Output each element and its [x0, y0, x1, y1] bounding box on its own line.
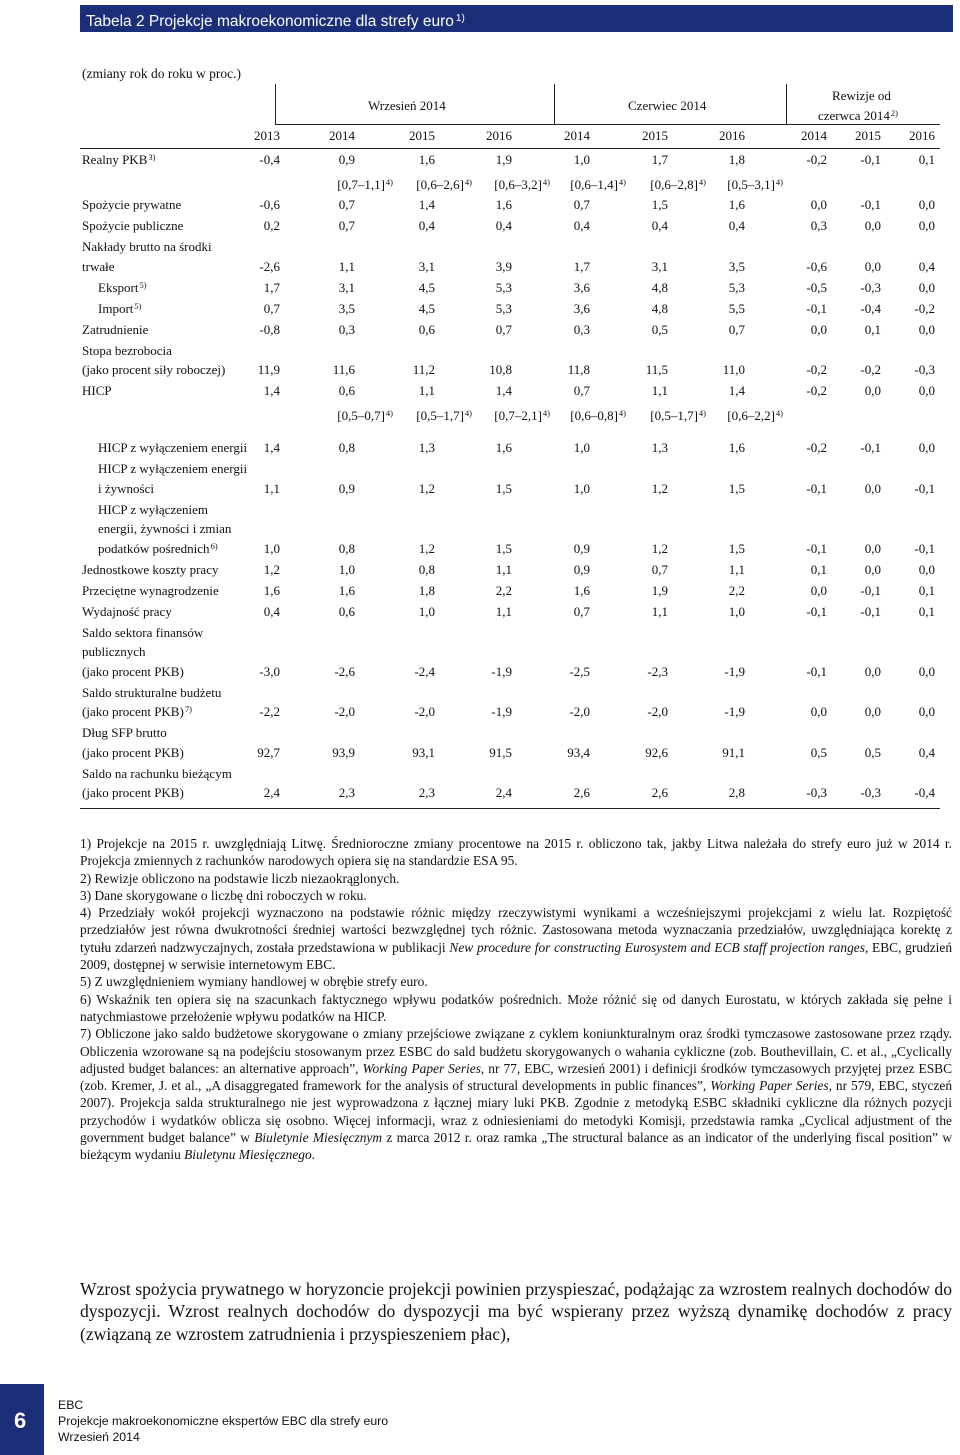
- table-cell: -2,0: [647, 704, 668, 719]
- table-cell: 1,3: [651, 440, 668, 455]
- group-separator: [786, 84, 787, 124]
- table-row: [80, 604, 940, 625]
- row-label: Saldo na rachunku bieżącym: [82, 765, 232, 781]
- table-cell: 1,1: [495, 561, 512, 577]
- table-cell: -0,2: [914, 300, 935, 316]
- table-cell: 0,1: [810, 561, 827, 577]
- table-cell: 1,0: [573, 152, 590, 167]
- table-row: [80, 440, 940, 461]
- table-cell: -0,1: [914, 480, 935, 496]
- table-cell: 0,4: [573, 218, 590, 233]
- table-cell: 0,1: [864, 321, 881, 337]
- table-cell: 0,7: [338, 197, 355, 212]
- table-cell: 0,4: [263, 603, 280, 619]
- table-cell: -1,9: [724, 663, 745, 679]
- row-label: HICP z wyłączeniem energii: [98, 461, 248, 476]
- row-label: energii, żywności i zmian: [98, 521, 232, 536]
- table-cell: 1,0: [573, 480, 590, 496]
- table-row: [80, 725, 940, 766]
- table-cell: 1,1: [418, 383, 435, 398]
- table-cell: 1,1: [495, 603, 512, 619]
- footnote: 6) Wskaźnik ten opiera się na szacunkach faktycznego wpływu podatków pośrednich. Może różnić się od danych Eurostatu, w których zakłada się pełne i natychmiastowe przełożenie wpływu podatków na HICP.: [80, 991, 952, 1024]
- table-cell: 1,4: [263, 383, 280, 398]
- table-row: [80, 685, 940, 726]
- table-cell: 0,0: [864, 663, 881, 679]
- range-cell: $[0,5-1,7]^{4)}$: [650, 408, 706, 423]
- table-cell: 0,0: [918, 561, 935, 577]
- table-cell: 0,0: [810, 582, 827, 598]
- table-cell: 1,2: [418, 480, 435, 496]
- table-row: [80, 197, 940, 218]
- row-label: (jako procent PKB): [82, 744, 184, 760]
- table-cell: 0,1: [918, 603, 935, 619]
- table-cell: 0,1: [918, 582, 935, 598]
- range-cell: $[0,7-1,1]^{4)}$: [337, 177, 393, 192]
- row-label: HICP z wyłączeniem: [98, 501, 208, 517]
- year-header: 2013: [254, 128, 280, 143]
- table-cell: 1,4: [263, 440, 280, 455]
- footnote: 2) Rewizje obliczono na podstawie liczb niezaokrąglonych.: [80, 870, 400, 886]
- table-cell: -2,5: [569, 663, 590, 679]
- table-cell: 4,5: [418, 300, 435, 316]
- table-cell: 0,7: [495, 321, 512, 337]
- footnote: 4) Przedziały wokół projekcji wyznaczono na podstawie różnic między rzeczywistymi wynikami a wcześniejszymi projekcjami z wielu lat. Rozpiętość przedziałów jest równa dwukrotności średniej wartości bezwzględnej tych różnic. Zastosowana metoda wyznaczania przedziałów, uwzględniająca korektę z tytułu zdarzeń nadzwyczajnych, została przedstawiona w publikacji New procedure for constructing Eurosystem and ECB staff projection ranges, EBC, grudzień 2009, dostępnej w serwisie internetowym EBC.: [80, 905, 953, 973]
- table-cell: 2,2: [728, 582, 745, 598]
- table-cell: -0,1: [806, 480, 827, 496]
- table-cell: 1,1: [651, 383, 668, 398]
- table-cell: 2,4: [263, 785, 280, 800]
- table-cell: 0,0: [864, 540, 881, 556]
- table-cell: 11,6: [332, 362, 355, 377]
- table-title: Tabela 2 Projekcje makroekonomiczne dla strefy euro $^{1)}$: [80, 5, 953, 32]
- table-cell: 3,1: [418, 258, 435, 274]
- table-cell: 0,0: [864, 561, 881, 577]
- table-cell: -2,6: [334, 663, 355, 679]
- row-label: (jako procent PKB): [82, 663, 184, 679]
- table-cell: -0,5: [806, 279, 827, 295]
- table-cell: -0,2: [806, 152, 827, 167]
- range-cell: $[0,5-1,7]^{4)}$: [416, 408, 472, 423]
- table-footnotes: [80, 835, 952, 1164]
- row-label: i żywności: [98, 480, 154, 496]
- year-header: 2014: [564, 128, 590, 143]
- table-cell: -2,3: [647, 663, 668, 679]
- table-cell: 0,2: [263, 218, 280, 233]
- table-row: [80, 583, 940, 604]
- footnote: 5) Z uwzględnieniem wymiany handlowej w obrębie strefy euro.: [80, 974, 428, 990]
- table-cell: 0,6: [338, 603, 355, 619]
- table-cell: 1,6: [728, 197, 745, 212]
- table-row: [80, 766, 940, 807]
- table-cell: 0,0: [864, 383, 881, 398]
- table-cell: 1,6: [573, 582, 590, 598]
- table-cell: 0,5: [651, 321, 668, 337]
- range-cell: $[0,6-1,4]^{4)}$: [570, 177, 626, 192]
- footnote: 7) Obliczone jako saldo budżetowe skorygowane o zmiany przejściowe związane z cyklem koniunkturalnym oraz środki tymczasowe zastosowane przez rządy. Obliczenia wzorowane są na podejściu stosowanym przez ESBC do sald budżetu skorygowanych o wahania cykliczne (zob. Bouthevillain, C. et al., „Cyclically adjusted budget balances: an alternative approach”, Working Paper Series, nr 77, EBC, wrzesień 2001) i definicji środków tymczasowych przyjętej przez ESBC (zob. Kremer, J. et al., „A disaggregated framework for the analysis of structural developments in public finances”, Working Paper Series, nr 579, EBC, styczeń 2007). Projekcja salda strukturalnego nie jest wyprowadzona z łącznej miary luki PKB. Zgodnie z metodyką ESBC składniki cykliczne dla różnych pozycji przychodów i wydatków oblicza się osobno. Więcej informacji, wraz z odniesieniami do metodyki Komisji, przedstawia ramka „Cyclical adjustment of the government budget balance” w Biuletynie Miesięcznym z marca 2012 r. oraz ramka „The structural balance as an indicator of the underlying fiscal position” w bieżącym wydaniu Biuletynu Miesięcznego.: [80, 1026, 953, 1163]
- table-cell: -0,3: [806, 785, 827, 800]
- footer-publisher: EBC: [58, 1398, 84, 1412]
- table-cell: 92,6: [645, 744, 668, 760]
- table-cell: 0,7: [263, 300, 280, 316]
- table-cell: -0,3: [860, 279, 881, 295]
- row-label: Saldo sektora finansów: [82, 624, 204, 640]
- table-cell: 11,5: [645, 362, 668, 377]
- table-cell: 2,2: [495, 582, 512, 598]
- table-row: [80, 239, 940, 280]
- table-row: [80, 218, 940, 239]
- table-cell: 1,4: [418, 197, 435, 212]
- table-cell: 0,7: [573, 603, 590, 619]
- table-cell: 5,5: [728, 300, 745, 316]
- row-label: trwałe: [82, 258, 115, 274]
- table-cell: -0,1: [806, 663, 827, 679]
- table-cell: 11,9: [257, 362, 280, 377]
- table-cell: -0,6: [259, 197, 280, 212]
- body-paragraph: Wzrost spożycia prywatnego w horyzoncie projekcji powinien przyspieszać, podążając za wzrostem realnych dochodów do dyspozycji. Wzrost realnych dochodów do dyspozycji ma być wspierany przez wyższą dynamikę dochodów z pracy (związaną ze wzrostem zatrudnienia i przyspieszeniem płac),: [80, 1279, 952, 1344]
- footer-publication: Projekcje makroekonomiczne ekspertów EBC dla strefy euro: [58, 1413, 389, 1428]
- table-cell: 2,3: [338, 785, 355, 800]
- table-cell: -0,1: [860, 440, 881, 455]
- table-cell: 2,6: [573, 785, 590, 800]
- table-cell: 10,8: [489, 362, 512, 377]
- table-cell: 1,0: [338, 561, 355, 577]
- table-cell: 0,0: [864, 218, 881, 233]
- table-cell: 0,8: [338, 440, 355, 455]
- table-cell: 1,5: [651, 197, 668, 212]
- header-group-rewizje: Rewizje od: [832, 88, 891, 103]
- row-label: podatków pośrednich$^{6)}$: [98, 540, 218, 556]
- table-cell: 1,1: [338, 258, 355, 274]
- table-cell: -0,3: [860, 785, 881, 800]
- header-bottom-rule: [80, 148, 940, 149]
- page-footer: [58, 1398, 388, 1445]
- table-cell: -2,4: [414, 663, 435, 679]
- table-cell: 0,7: [338, 218, 355, 233]
- table-row: [80, 383, 940, 404]
- row-label: Spożycie prywatne: [82, 197, 182, 212]
- year-header: 2014: [801, 128, 827, 143]
- table-cell: 1,5: [495, 480, 512, 496]
- table-cell: 0,1: [918, 152, 935, 167]
- table-cell: 1,6: [495, 440, 512, 455]
- table-cell: -0,1: [860, 197, 881, 212]
- table-cell: -2,0: [334, 704, 355, 719]
- table-cell: 0,0: [864, 480, 881, 496]
- row-label: (jako procent siły roboczej): [82, 362, 226, 377]
- table-cell: -2,6: [259, 258, 280, 274]
- table-cell: 1,5: [495, 540, 512, 556]
- year-header: 2016: [719, 128, 745, 143]
- range-cell: $[0,6-2,2]^{4)}$: [727, 408, 783, 423]
- table-cell: 91,5: [489, 744, 512, 760]
- table-cell: 11,2: [412, 362, 435, 377]
- row-label: Eksport$^{5)}$: [98, 279, 147, 295]
- table-cell: 2,4: [495, 785, 512, 800]
- table-cell: -0,2: [806, 440, 827, 455]
- table-cell: 93,9: [332, 744, 355, 760]
- row-label: Dług SFP brutto: [82, 725, 167, 740]
- table-cell: -2,0: [569, 704, 590, 719]
- table-cell: 1,6: [495, 197, 512, 212]
- table-cell: 1,1: [728, 561, 745, 577]
- range-cell: $[0,5-3,1]^{4)}$: [727, 177, 783, 192]
- year-header: 2015: [409, 128, 435, 143]
- group-separator: [275, 84, 276, 124]
- year-header: 2016: [486, 128, 512, 143]
- table-cell: 0,9: [573, 561, 590, 577]
- table-cell: 1,6: [338, 582, 355, 598]
- table-cell: 0,8: [338, 540, 355, 556]
- row-label: Realny PKB$^{3)}$: [82, 152, 156, 167]
- row-label: Spożycie publiczne: [82, 218, 184, 233]
- table-cell: 0,0: [810, 197, 827, 212]
- row-label: Zatrudnienie: [82, 321, 149, 337]
- table-cell: -0,1: [806, 603, 827, 619]
- table-cell: 3,5: [728, 258, 745, 274]
- table-cell: -0,4: [914, 785, 935, 800]
- table-cell: 2,8: [728, 785, 745, 800]
- year-header: 2014: [329, 128, 355, 143]
- year-header: 2016: [909, 128, 935, 143]
- table-cell: 0,9: [338, 152, 355, 167]
- table-cell: -0,1: [860, 603, 881, 619]
- row-label: publicznych: [82, 644, 146, 659]
- page-number-box: [0, 1384, 44, 1455]
- table-cell: -0,6: [806, 258, 827, 274]
- table-cell: 0,0: [918, 440, 935, 455]
- table-cell: 1,2: [263, 561, 280, 577]
- table-cell: -0,1: [860, 152, 881, 167]
- row-label: Import$^{5)}$: [98, 300, 142, 316]
- table-row: [80, 502, 940, 562]
- footer-date: Wrzesień 2014: [58, 1429, 140, 1444]
- table-cell: 0,0: [864, 258, 881, 274]
- range-cell: $[0,6-3,2]^{4)}$: [494, 177, 550, 192]
- table-cell: 1,0: [728, 603, 745, 619]
- row-label: HICP z wyłączeniem energii: [98, 440, 248, 455]
- row-label: Saldo strukturalne budżetu: [82, 684, 222, 700]
- table-cell: 93,1: [412, 744, 435, 760]
- table-cell: 93,4: [567, 744, 590, 760]
- table-cell: -0,2: [806, 383, 827, 398]
- table-cell: 3,1: [651, 258, 668, 274]
- table-cell: 1,7: [263, 279, 280, 295]
- year-header: 2015: [855, 128, 881, 143]
- range-cell: $[0,7-2,1]^{4)}$: [494, 408, 550, 423]
- table-cell: 1,9: [495, 152, 512, 167]
- year-header: 2015: [642, 128, 668, 143]
- table-subtitle: (zmiany rok do roku w proc.): [82, 66, 241, 81]
- table-cell: 1,7: [573, 258, 590, 274]
- table-cell: 0,3: [573, 321, 590, 337]
- table-cell: 0,4: [418, 218, 435, 233]
- table-cell: 1,4: [728, 383, 745, 398]
- table-cell: -0,1: [860, 582, 881, 598]
- table-cell: 4,5: [418, 279, 435, 295]
- table-cell: 1,9: [651, 582, 668, 598]
- range-cell: $[0,6-0,8]^{4)}$: [570, 408, 626, 423]
- range-cell: $[0,6-2,8]^{4)}$: [650, 177, 706, 192]
- table-cell: -2,0: [414, 704, 435, 719]
- table-cell: 1,0: [418, 603, 435, 619]
- table-cell: 0,9: [573, 540, 590, 556]
- table-cell: -0,3: [914, 362, 935, 377]
- table-cell: -0,1: [806, 300, 827, 316]
- table-cell: 3,5: [338, 300, 355, 316]
- table-cell: 0,0: [918, 197, 935, 212]
- row-label: (jako procent PKB)$^{7)}$: [82, 704, 192, 719]
- row-label: Nakłady brutto na środki: [82, 239, 212, 254]
- table-cell: 1,6: [728, 440, 745, 455]
- table-cell: 1,2: [651, 540, 668, 556]
- table-cell: 2,6: [651, 785, 668, 800]
- table-row: [80, 625, 940, 685]
- footnote: 3) Dane skorygowane o liczbę dni roboczych w roku.: [80, 887, 367, 903]
- table-cell: 1,8: [728, 152, 745, 167]
- table-bottom-rule: [80, 808, 940, 809]
- range-row: [80, 173, 940, 197]
- table-cell: 1,2: [651, 480, 668, 496]
- table-cell: 0,4: [918, 744, 935, 760]
- table-cell: 1,0: [263, 540, 280, 556]
- table-cell: -1,9: [724, 704, 745, 719]
- table-cell: 3,6: [573, 300, 590, 316]
- row-label: (jako procent PKB): [82, 785, 184, 800]
- table-cell: 0,0: [810, 321, 827, 337]
- table-cell: 0,8: [418, 561, 435, 577]
- table-row: [80, 301, 940, 322]
- table-row: [80, 461, 940, 502]
- table-cell: 0,0: [864, 704, 881, 719]
- table-cell: 0,0: [918, 279, 935, 295]
- table-cell: 0,7: [573, 197, 590, 212]
- row-label: Jednostkowe koszty pracy: [82, 561, 219, 577]
- table-cell: 3,9: [495, 258, 512, 274]
- table-cell: 0,6: [338, 383, 355, 398]
- table-cell: 0,0: [810, 704, 827, 719]
- page-number: 6: [14, 1408, 27, 1433]
- table-cell: 1,0: [573, 440, 590, 455]
- table-cell: 11,8: [567, 362, 590, 377]
- table-cell: 5,3: [728, 279, 745, 295]
- table-cell: 0,0: [918, 704, 935, 719]
- row-label: Przeciętne wynagrodzenie: [82, 582, 219, 598]
- table-row: [80, 322, 940, 343]
- table-cell: -1,9: [491, 704, 512, 719]
- table-row: [80, 280, 940, 301]
- table-cell: 0,7: [651, 561, 668, 577]
- table-cell: 92,7: [257, 744, 280, 760]
- table-cell: 1,8: [418, 582, 435, 598]
- table-cell: 0,0: [918, 383, 935, 398]
- table-cell: 4,8: [651, 300, 668, 316]
- table-cell: -0,4: [259, 152, 280, 167]
- table-cell: -0,4: [860, 300, 881, 316]
- table-cell: 0,9: [338, 480, 355, 496]
- header-group-czerwiec: Czerwiec 2014: [628, 98, 707, 113]
- table-row: [80, 152, 940, 173]
- table-cell: -0,2: [860, 362, 881, 377]
- table-cell: 0,0: [918, 663, 935, 679]
- header-group-rewizje-2: czerwca 2014$^{2)}$: [818, 108, 898, 123]
- table-cell: -2,2: [259, 704, 280, 719]
- table-cell: -0,2: [806, 362, 827, 377]
- table-cell: 0,7: [573, 383, 590, 398]
- table-cell: -0,8: [259, 321, 280, 337]
- range-cell: $[0,6-2,6]^{4)}$: [416, 177, 472, 192]
- table-cell: 0,0: [918, 218, 935, 233]
- table-cell: 0,4: [918, 258, 935, 274]
- range-cell: $[0,5-0,7]^{4)}$: [337, 408, 393, 423]
- table-cell: 0,5: [810, 744, 827, 760]
- table-cell: 1,3: [418, 440, 435, 455]
- table-cell: 1,5: [728, 540, 745, 556]
- table-row: [80, 562, 940, 583]
- table-cell: 1,1: [263, 480, 280, 496]
- table-cell: 3,1: [338, 279, 355, 295]
- table-cell: 5,3: [495, 279, 512, 295]
- range-row: [80, 404, 940, 428]
- table-row: [80, 343, 940, 384]
- table-cell: -0,1: [806, 540, 827, 556]
- table-cell: 0,0: [918, 321, 935, 337]
- row-label: Wydajność pracy: [82, 603, 172, 619]
- table-cell: 2,3: [418, 785, 435, 800]
- group-separator: [554, 84, 555, 124]
- row-label: HICP: [82, 383, 112, 398]
- header-group-wrzesien: Wrzesień 2014: [368, 98, 446, 113]
- table-cell: 0,5: [864, 744, 881, 760]
- table-cell: 0,7: [728, 321, 745, 337]
- table-cell: 3,6: [573, 279, 590, 295]
- table-cell: 0,6: [418, 321, 435, 337]
- table-cell: 1,2: [418, 540, 435, 556]
- table-cell: 0,3: [338, 321, 355, 337]
- table-cell: 0,4: [495, 218, 512, 233]
- table-cell: 1,4: [495, 383, 512, 398]
- table-cell: 1,1: [651, 603, 668, 619]
- table-cell: 0,4: [728, 218, 745, 233]
- table-cell: 5,3: [495, 300, 512, 316]
- table-cell: 1,5: [728, 480, 745, 496]
- footnote: 1) Projekcje na 2015 r. uwzględniają Litwę. Średnioroczne zmiany procentowe na 2015 r. obliczono tak, jakby Litwa należała do strefy euro już w 2014 r. Projekcja zmiennych z rachunków narodowych opiera się na standardzie ESA 95.: [80, 836, 952, 869]
- table-cell: 0,3: [810, 218, 827, 233]
- table-cell: 1,7: [651, 152, 668, 167]
- table-cell: 1,6: [418, 152, 435, 167]
- table-cell: 1,6: [263, 582, 280, 598]
- table-cell: -3,0: [259, 663, 280, 679]
- row-label: Stopa bezrobocia: [82, 342, 172, 358]
- table-cell: 0,4: [651, 218, 668, 233]
- table-cell: 4,8: [651, 279, 668, 295]
- header-rule: [275, 124, 940, 125]
- table-cell: 11,0: [722, 362, 745, 377]
- table-cell: -1,9: [491, 663, 512, 679]
- table-cell: -0,1: [914, 540, 935, 556]
- table-cell: 91,1: [722, 744, 745, 760]
